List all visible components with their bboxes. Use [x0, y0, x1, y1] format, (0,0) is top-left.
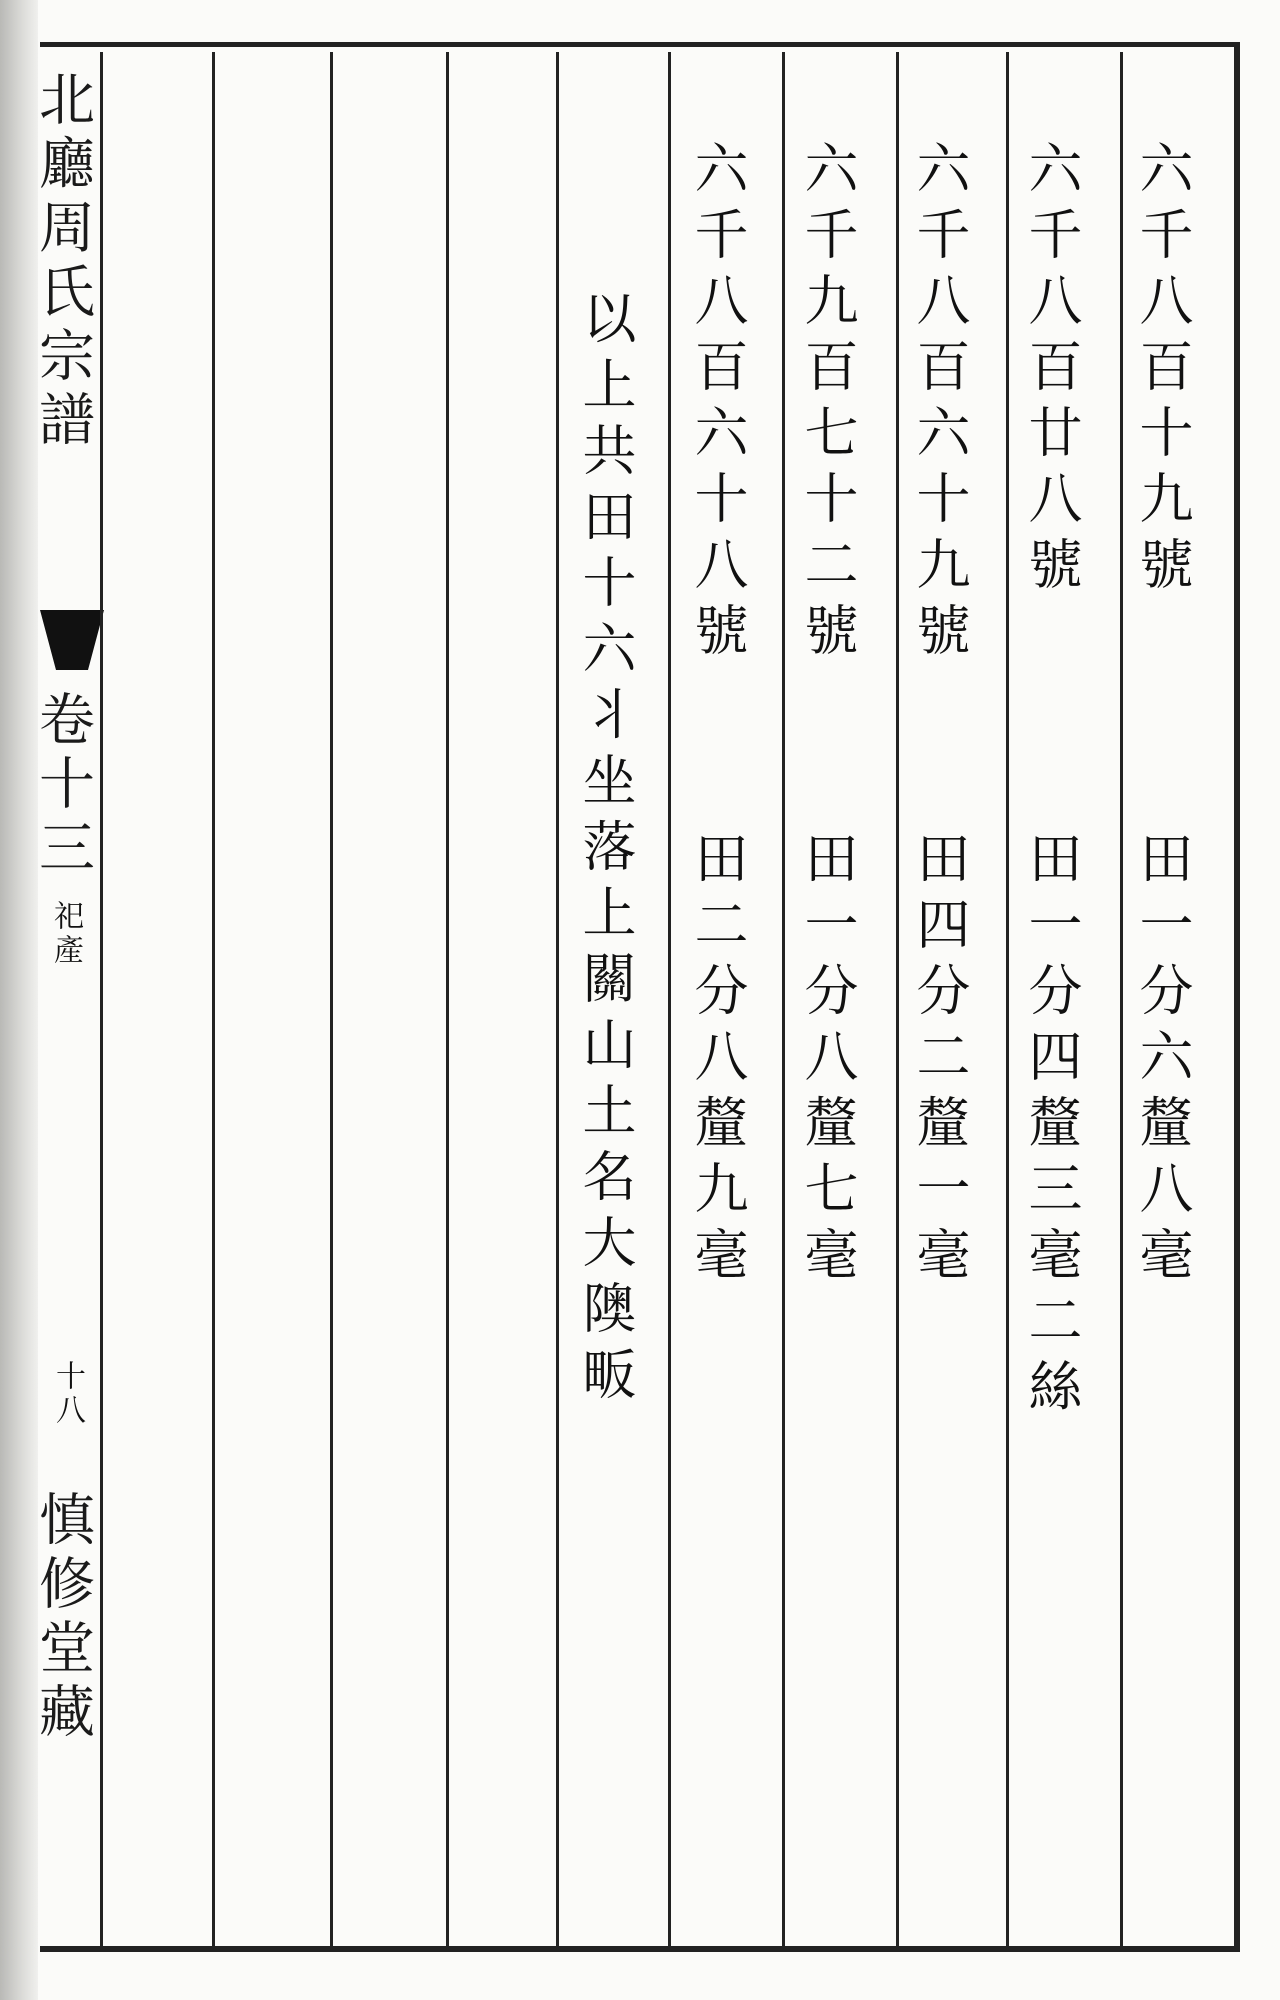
plot-area: 田一分六釐八毫 [1131, 830, 1194, 1292]
margin-title: 北廳周氏宗譜 [30, 70, 95, 454]
margin-page-number: 十八 [50, 1360, 85, 1428]
column-rule [212, 52, 215, 1952]
margin-hall-name: 慎修堂藏 [30, 1490, 95, 1746]
plot-area: 田四分二釐一毫 [908, 830, 971, 1292]
plot-area: 田二分八釐九毫 [686, 830, 749, 1292]
column-rule [1006, 52, 1009, 1952]
column-rule [330, 52, 333, 1952]
plot-number: 六千八百六十八號 [686, 140, 749, 668]
plot-number: 六千八百廿八號 [1020, 140, 1083, 602]
column-rule [782, 52, 785, 1952]
plot-number: 六千八百十九號 [1131, 140, 1194, 602]
column-rule [556, 52, 559, 1952]
column-rule [1120, 52, 1123, 1952]
plot-area: 田一分八釐七毫 [796, 830, 859, 1292]
column-rule [668, 52, 671, 1952]
margin-section: 祀產 [48, 900, 83, 968]
plot-number: 六千九百七十二號 [796, 140, 859, 668]
column-rule [446, 52, 449, 1952]
margin-volume: 卷十三 [30, 690, 95, 882]
column-rule [896, 52, 899, 1952]
plot-area: 田一分四釐三毫二絲 [1020, 830, 1083, 1424]
summary-line: 以上共田十六丬坐落上關山土名大隩畈 [574, 290, 637, 1412]
column-rule [100, 52, 103, 1952]
plot-number: 六千八百六十九號 [908, 140, 971, 668]
